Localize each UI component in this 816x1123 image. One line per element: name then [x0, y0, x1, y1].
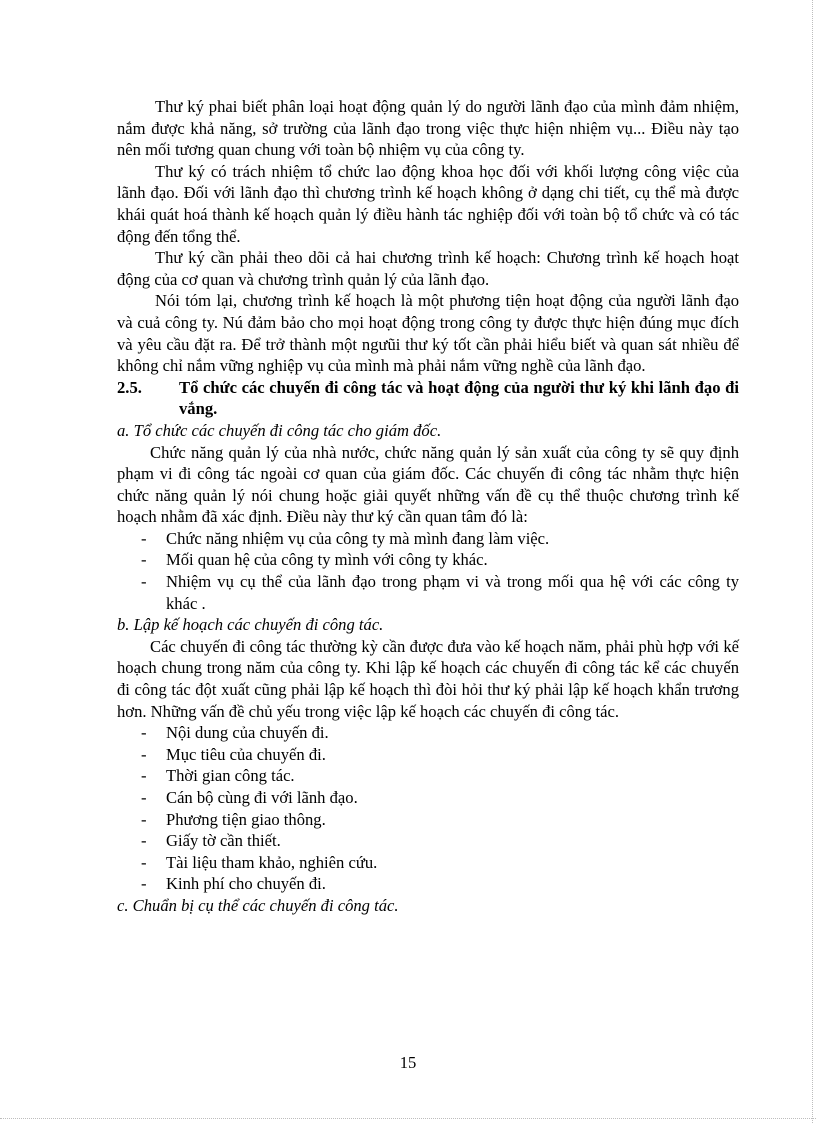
- paragraph-3: Thư ký cần phải theo dõi cả hai chương trình kế hoạch: Chương trình kế hoạch hoạt động của cơ quan và chương trình quản lý của lãnh đạo.: [117, 248, 739, 289]
- subheading-a: a. Tổ chức các chuyến đi công tác cho giám đốc.: [117, 420, 442, 440]
- subheading-b: b. Lập kế hoạch các chuyến đi công tác.: [117, 615, 384, 635]
- right-dotted-border: [812, 0, 813, 1123]
- document-page: [117, 96, 739, 917]
- list-item: - Mối quan hệ của công ty mình với công ty khác.: [117, 549, 739, 571]
- paragraph-1: Thư ký phai biết phân loại hoạt động quản lý do người lãnh đạo của mình đảm nhiệm, nắm được khả năng, sở trường của lãnh đạo trong việc thực hiện nhiệm vụ... Điều này tạo nên mối tương quan chung với toàn bộ nhiệm vụ của công ty.: [117, 97, 739, 160]
- list-b: [117, 722, 739, 895]
- page-number: 15: [399, 1053, 417, 1072]
- section-title: Tổ chức các chuyến đi công tác và hoạt động của người thư ký khi lãnh đạo đi vắng.: [179, 377, 739, 419]
- paragraph-a: Chức năng quản lý của nhà nước, chức năng quản lý sản xuất của công ty sẽ quy định phạm vi đi công tác ngoài cơ quan của giám đốc. Các chuyến đi công tác nhằm thực hiện chức năng quản lý nói chung hoặc giải quyết những vấn đề cụ thể thuộc chương trình kế hoạch nhằm đã xác định. Điều này thư ký cần quan tâm đó là:: [117, 442, 739, 527]
- list-item: - Nhiệm vụ cụ thể của lãnh đạo trong phạm vi và trong mối qua hệ với các công ty khác .: [117, 571, 739, 614]
- list-item: - Phương tiện giao thông.: [117, 809, 739, 831]
- list-item: - Thời gian công tác.: [117, 765, 739, 787]
- list-item: - Giấy tờ cần thiết.: [117, 830, 739, 852]
- paragraph-2: Thư ký có trách nhiệm tổ chức lao động khoa học đối với khối lượng công việc của lãnh đạo. Đối với lãnh đạo thì chương trình kế hoạch không ở dạng chi tiết, cụ thể mà được khái quát hoá thành kế hoạch quản lý điều hành tác nghiệp đối với toàn bộ tổ chức và có tác động đến tổng thể.: [117, 161, 739, 246]
- list-item: - Nội dung của chuyến đi.: [117, 722, 739, 744]
- list-item: - Cán bộ cùng đi với lãnh đạo.: [117, 787, 739, 809]
- section-number: 2.5.: [117, 377, 142, 397]
- subheading-c: c. Chuẩn bị cụ thể các chuyến đi công tác.: [117, 895, 399, 915]
- list-item: - Tài liệu tham khảo, nghiên cứu.: [117, 852, 739, 874]
- list-a: [117, 528, 739, 614]
- paragraph-4: Nói tóm lại, chương trình kế hoạch là một phương tiện hoạt động của người lãnh đạo và cuả công ty. Nú đảm bảo cho mọi hoạt động trong công ty được thực hiện đúng mục đích và yêu cầu đặt ra. Để trở thành một ngưũi thư ký tốt cần phải hiểu biết và quan sát nhiều để không chỉ nắm vững nghiệp vụ của mình mà phải nắm vững nghề của lãnh đạo.: [117, 291, 739, 376]
- list-item: - Mục tiêu của chuyến đi.: [117, 744, 739, 766]
- paragraph-b: Các chuyến đi công tác thường kỳ cần được đưa vào kế hoạch năm, phải phù hợp với kế hoạch chung trong năm của công ty. Khi lập kế hoạch các chuyến đi công tác kể các chuyến đi công tác đột xuất cũng phải lập kế hoạch thì đòi hỏi thư ký phải lập kế hoạch khẩn trương hơn. Những vấn đề chủ yếu trong việc lập kế hoạch các chuyến đi công tác.: [117, 636, 739, 721]
- bottom-dotted-border: [0, 1118, 816, 1119]
- list-item: - Chức năng nhiệm vụ của công ty mà mình đang làm việc.: [117, 528, 739, 550]
- section-heading: [117, 377, 739, 420]
- list-item: - Kinh phí cho chuyến đi.: [117, 873, 739, 895]
